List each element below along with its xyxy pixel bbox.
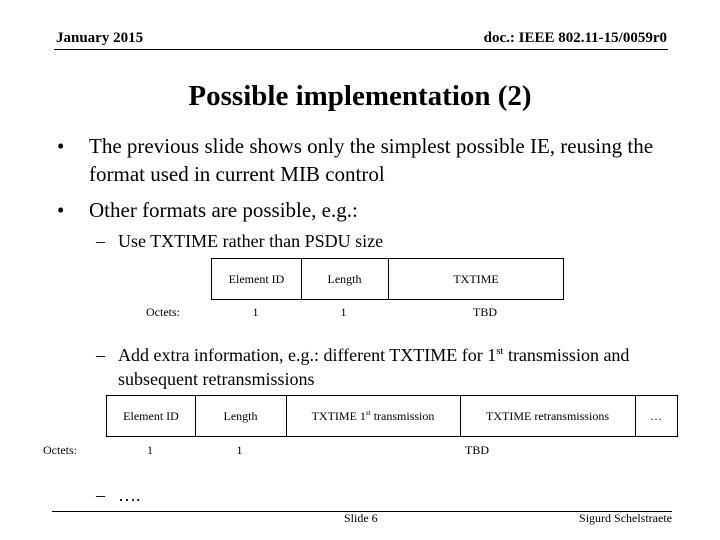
header-doc-id: doc.: IEEE 802.11-15/0059r0 [483,30,667,46]
octets-value: 1 [340,305,347,319]
octets-label: Octets: [146,305,180,319]
slide-number: Slide 6 [344,511,378,525]
bullet-text: Other formats are possible, e.g.: [89,198,358,222]
bullet-text: The previous slide shows only the simplest possible IE, reusing the format used in current MIB control [89,134,654,186]
dash-symbol: – [96,231,105,251]
table-header-txtime-retransmissions: TXTIME retransmissions [486,409,609,423]
header-date: January 2015 [56,30,144,46]
octets-value: TBD [473,305,497,319]
table-header-element-id: Element ID [228,272,285,286]
table-header-element-id: Element ID [123,409,179,423]
table-header-txtime-first: TXTIME 1st transmission [311,409,435,423]
table-header-more: … [650,409,662,423]
header-divider [54,49,668,50]
octets-value: 1 [147,443,153,457]
dash-symbol: – [96,485,105,505]
octets-value: 1 [252,305,259,319]
table-header-length: Length [223,409,258,423]
table-header-length: Length [327,272,362,286]
octets-label: Octets: [43,443,77,457]
bullet-symbol: • [57,198,65,222]
sub-item-text: Add extra information, e.g.: different TXTIME for 1st transmission and subsequent retransmissions [118,345,630,389]
octets-value: TBD [465,443,489,457]
sub-item-text: Use TXTIME rather than PSDU size [118,231,384,251]
extended-format-table [106,395,678,437]
slide-title: Possible implementation (2) [188,80,532,112]
table-header-txtime: TXTIME [453,272,499,286]
sub-item-text: …. [118,485,141,505]
footer-author: Sigurd Schelstraete [579,511,672,525]
dash-symbol: – [96,345,105,365]
octets-value: 1 [236,443,243,457]
field-format-table [211,258,564,300]
bullet-symbol: • [57,134,65,158]
